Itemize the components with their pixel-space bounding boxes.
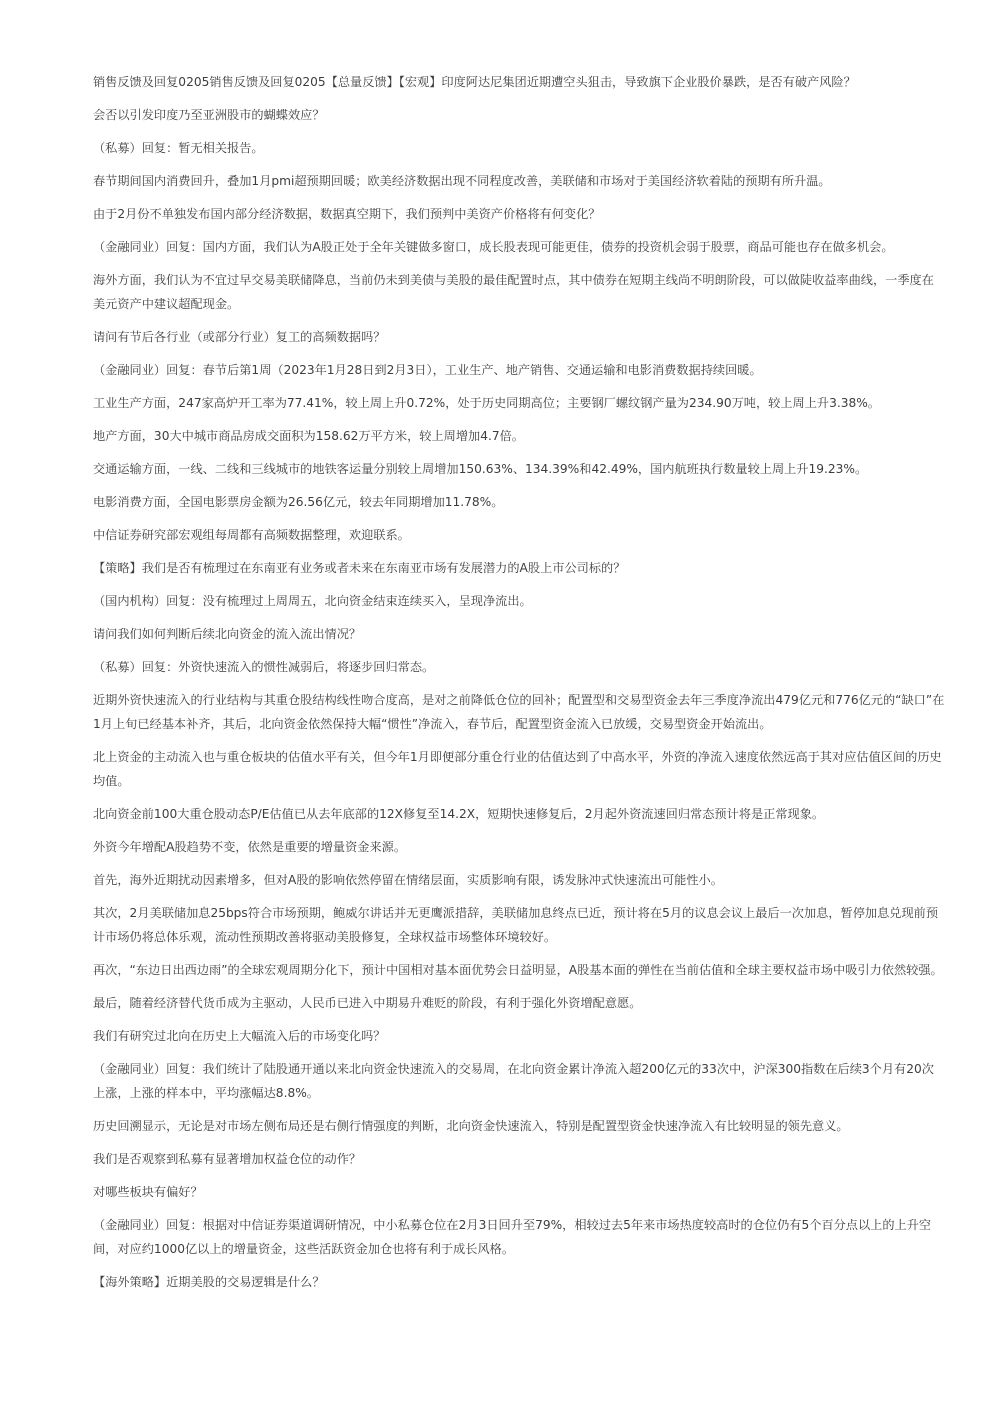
- document-body: [93, 70, 945, 1303]
- paragraph: 外资今年增配A股趋势不变，依然是重要的增量资金来源。: [93, 840, 407, 854]
- paragraph: （私募）回复：暂无相关报告。: [93, 141, 264, 155]
- paragraph: 我们是否观察到私募有显著增加权益仓位的动作？: [93, 1152, 362, 1166]
- paragraph: （国内机构）回复：没有梳理过上周周五，北向资金结束连续买入，呈现净流出。: [93, 594, 532, 608]
- paragraph: 请问我们如何判断后续北向资金的流入流出情况？: [93, 627, 362, 641]
- paragraph: 对哪些板块有偏好？: [93, 1185, 203, 1199]
- paragraph: 交通运输方面，一线、二线和三线城市的地铁客运量分别较上周增加150.63%、134.39%和42.49%，国内航班执行数量较上周上升19.23%。: [93, 462, 868, 476]
- paragraph: 最后，随着经济替代货币成为主驱动，人民币已进入中期易升难贬的阶段，有利于强化外资增配意愿。: [93, 996, 642, 1010]
- paragraph: 近期外资快速流入的行业结构与其重仓股结构线性吻合度高，是对之前降低仓位的回补；配置型和交易型资金去年三季度净流出479亿元和776亿元的“缺口”在1月上旬已经基本补齐，其后，北向资金依然保持大幅“惯性”净流入，春节后，配置型资金流入已放缓，交易型资金开始流出。: [93, 693, 945, 731]
- paragraph: （金融同业）回复：根据对中信证券渠道调研情况，中小私募仓位在2月3日回升至79%，相较过去5年来市场热度较高时的仓位仍有5个百分点以上的上升空间，对应约1000亿以上的增量资金，这些活跃资金加仓也将有利于成长风格。: [93, 1218, 932, 1256]
- paragraph: 电影消费方面，全国电影票房金额为26.56亿元，较去年同期增加11.78%。: [93, 495, 504, 509]
- paragraph: 会否以引发印度乃至亚洲股市的蝴蝶效应？: [93, 108, 325, 122]
- paragraph: 再次，“东边日出西边雨”的全球宏观周期分化下，预计中国相对基本面优势会日益明显，A股基本面的弹性在当前估值和全球主要权益市场中吸引力依然较强。: [93, 963, 943, 977]
- paragraph: 中信证券研究部宏观组每周都有高频数据整理，欢迎联系。: [93, 528, 410, 542]
- paragraph: （金融同业）回复：春节后第1周（2023年1月28日到2月3日），工业生产、地产销售、交通运输和电影消费数据持续回暖。: [93, 363, 762, 377]
- paragraph: 由于2月份不单独发布国内部分经济数据，数据真空期下，我们预判中美资产价格将有何变化？: [93, 207, 601, 221]
- paragraph: 海外方面，我们认为不宜过早交易美联储降息，当前仍未到美债与美股的最佳配置时点，其中债券在短期主线尚不明朗阶段，可以做陡收益率曲线，一季度在美元资产中建议超配现金。: [93, 273, 934, 311]
- paragraph: 工业生产方面，247家高炉开工率为77.41%，较上周上升0.72%，处于历史同期高位；主要钢厂螺纹钢产量为234.90万吨，较上周上升3.38%。: [93, 396, 880, 410]
- paragraph: 请问有节后各行业（或部分行业）复工的高频数据吗？: [93, 330, 386, 344]
- paragraph: 春节期间国内消费回升，叠加1月pmi超预期回暖；欧美经济数据出现不同程度改善，美联储和市场对于美国经济软着陆的预期有所升温。: [93, 174, 831, 188]
- paragraph: 【策略】我们是否有梳理过在东南亚有业务或者未来在东南亚市场有发展潜力的A股上市公司标的？: [93, 561, 626, 575]
- paragraph: 【海外策略】近期美股的交易逻辑是什么？: [93, 1275, 325, 1289]
- paragraph: 北上资金的主动流入也与重仓板块的估值水平有关，但今年1月即便部分重仓行业的估值达到了中高水平，外资的净流入速度依然远高于其对应估值区间的历史均值。: [93, 750, 942, 788]
- paragraph: 销售反馈及回复0205销售反馈及回复0205【总量反馈】【宏观】印度阿达尼集团近期遭空头狙击，导致旗下企业股价暴跌，是否有破产风险？: [93, 75, 856, 89]
- paragraph: 历史回溯显示，无论是对市场左侧布局还是右侧行情强度的判断，北向资金快速流入，特别是配置型资金快速净流入有比较明显的领先意义。: [93, 1119, 849, 1133]
- paragraph: （金融同业）回复：我们统计了陆股通开通以来北向资金快速流入的交易周，在北向资金累计净流入超200亿元的33次中，沪深300指数在后续3个月有20次上涨，上涨的样本中，平均涨幅达8.8%。: [93, 1062, 934, 1100]
- paragraph: 我们有研究过北向在历史上大幅流入后的市场变化吗？: [93, 1029, 386, 1043]
- paragraph: 地产方面，30大中城市商品房成交面积为158.62万平方米，较上周增加4.7倍。: [93, 429, 524, 443]
- paragraph: 首先，海外近期扰动因素增多，但对A股的影响依然停留在情绪层面，实质影响有限，诱发脉冲式快速流出可能性小。: [93, 873, 723, 887]
- paragraph: （私募）回复：外资快速流入的惯性减弱后，将逐步回归常态。: [93, 660, 435, 674]
- paragraph: （金融同业）回复：国内方面，我们认为A股正处于全年关键做多窗口，成长股表现可能更佳，债券的投资机会弱于股票，商品可能也存在做多机会。: [93, 240, 894, 254]
- paragraph: 北向资金前100大重仓股动态P/E估值已从去年底部的12X修复至14.2X，短期快速修复后，2月起外资流速回归常态预计将是正常现象。: [93, 807, 825, 821]
- paragraph: 其次，2月美联储加息25bps符合市场预期，鲍威尔讲话并无更鹰派措辞，美联储加息终点已近，预计将在5月的议息会议上最后一次加息，暂停加息兑现前预计市场仍将总体乐观，流动性预期改善将驱动美股修复，全球权益市场整体环境较好。: [93, 906, 939, 944]
